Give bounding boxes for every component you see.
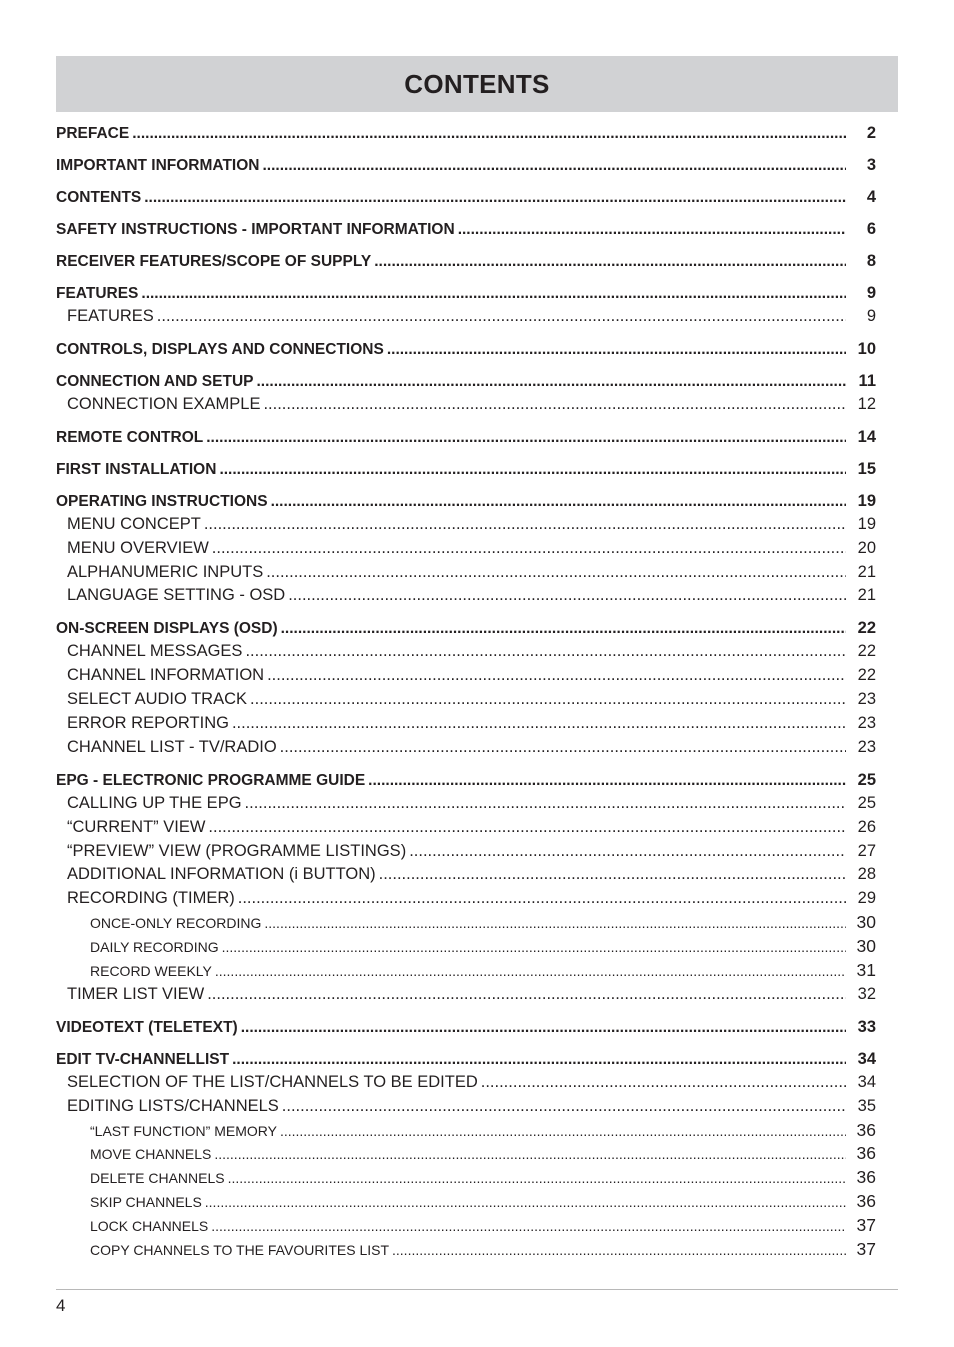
toc-entry-page: 27 — [857, 841, 876, 860]
toc-entry-title: SKIP CHANNELS — [90, 1194, 202, 1211]
toc-entry-title: CALLING UP THE EPG — [67, 793, 242, 812]
toc-leader-dots — [232, 1048, 846, 1071]
toc-entry — [56, 185, 876, 209]
toc-entry — [56, 561, 876, 585]
toc-entry — [56, 305, 876, 329]
toc-leader-dots — [219, 458, 846, 481]
toc-entry-title: DELETE CHANNELS — [90, 1170, 225, 1187]
toc-leader-dots — [206, 426, 846, 449]
toc-entry-title: EDIT TV-CHANNELLIST — [56, 1050, 230, 1068]
toc-entry-title: CONTENTS — [56, 189, 142, 206]
toc-entry-title: ADDITIONAL INFORMATION (i BUTTON) — [67, 865, 376, 884]
toc-entry-page: 37 — [856, 1239, 876, 1260]
toc-entry-page: 20 — [857, 538, 876, 557]
toc-entry — [56, 1238, 876, 1262]
toc-entry-page: 23 — [857, 714, 876, 733]
toc-entry-page: 26 — [857, 817, 876, 836]
toc-entry-page: 22 — [857, 619, 876, 638]
toc-leader-dots — [157, 305, 846, 329]
toc-entry-title: CONNECTION EXAMPLE — [67, 394, 261, 413]
toc-entry-page: 15 — [857, 459, 876, 478]
toc-entry-title: MENU OVERVIEW — [67, 538, 209, 557]
toc-leader-dots — [232, 712, 846, 736]
toc-entry — [56, 1190, 876, 1214]
toc-leader-dots — [267, 664, 846, 688]
toc-entry-page: 12 — [857, 394, 876, 413]
toc-leader-dots — [280, 1120, 846, 1143]
toc-leader-dots — [214, 1143, 846, 1166]
toc-entry-title: EPG - ELECTRONIC PROGRAMME GUIDE — [56, 771, 366, 789]
toc-entry — [56, 217, 876, 241]
toc-entry — [56, 840, 876, 864]
toc-leader-dots — [238, 887, 846, 911]
toc-leader-dots — [207, 983, 846, 1007]
toc-entry-page: 19 — [857, 514, 876, 533]
toc-leader-dots — [144, 186, 846, 209]
toc-leader-dots — [222, 936, 846, 959]
toc-entry-title: RECEIVER FEATURES/SCOPE OF SUPPLY — [56, 253, 372, 270]
toc-entry-page: 10 — [857, 339, 876, 358]
toc-leader-dots — [271, 490, 846, 513]
toc-entry — [56, 121, 876, 145]
toc-entry — [56, 688, 876, 712]
toc-entry-page: 11 — [858, 371, 876, 390]
toc-entry — [56, 816, 876, 840]
toc-entry-title: OPERATING INSTRUCTIONS — [56, 492, 268, 510]
toc-entry — [56, 959, 876, 983]
toc-entry-title: SELECT AUDIO TRACK — [67, 690, 248, 709]
toc-entry-page: 30 — [856, 912, 876, 933]
toc-leader-dots — [208, 816, 846, 840]
toc-entry — [56, 1071, 876, 1095]
toc-entry — [56, 1166, 876, 1190]
toc-leader-dots — [204, 513, 846, 537]
toc-entry — [56, 337, 876, 361]
toc-entry-title: VIDEOTEXT (TELETEXT) — [56, 1018, 238, 1036]
toc-entry-title: RECORDING (TIMER) — [67, 889, 235, 908]
toc-entry-page: 30 — [856, 936, 876, 957]
toc-entry-title: EDITING LISTS/CHANNELS — [67, 1096, 279, 1115]
toc-leader-dots — [205, 1191, 846, 1214]
toc-entry-page: 29 — [857, 889, 876, 908]
contents-header — [56, 56, 898, 112]
toc-leader-dots — [409, 840, 846, 864]
toc-leader-dots — [245, 792, 846, 816]
toc-entry-page: 36 — [856, 1191, 876, 1212]
toc-entry — [56, 1142, 876, 1166]
toc-entry-page: 19 — [857, 491, 876, 510]
toc-leader-dots — [280, 736, 846, 760]
toc-entry-page: 25 — [857, 770, 876, 789]
toc-entry — [56, 736, 876, 760]
toc-leader-dots — [264, 912, 846, 935]
toc-entry — [56, 640, 876, 664]
page-title: CONTENTS — [404, 68, 550, 99]
toc-entry-page: 3 — [866, 156, 876, 174]
toc-entry-page: 36 — [856, 1167, 876, 1188]
toc-entry — [56, 664, 876, 688]
toc-entry — [56, 425, 876, 449]
toc-entry-title: CONTROLS, DISPLAYS AND CONNECTIONS — [56, 340, 384, 358]
toc-entry-page: 9 — [866, 284, 876, 302]
toc-leader-dots — [245, 640, 846, 664]
toc-entry-title: LANGUAGE SETTING - OSD — [67, 586, 286, 605]
toc-entry-page: 37 — [856, 1215, 876, 1236]
toc-entry — [56, 537, 876, 561]
toc-leader-dots — [374, 250, 846, 273]
toc-leader-dots — [288, 584, 846, 608]
toc-entry-title: DAILY RECORDING — [90, 939, 219, 956]
toc-entry-page: 4 — [866, 188, 876, 206]
toc-leader-dots — [379, 863, 846, 887]
toc-entry-page: 31 — [856, 960, 876, 981]
toc-entry-page: 23 — [857, 690, 876, 709]
toc-entry-page: 22 — [857, 666, 876, 685]
toc-leader-dots — [281, 617, 846, 640]
toc-entry-title: CONNECTION AND SETUP — [56, 372, 254, 390]
toc-entry — [56, 1015, 876, 1039]
toc-entry-title: FEATURES — [67, 307, 154, 325]
toc-entry-title: “LAST FUNCTION” MEMORY — [90, 1122, 277, 1139]
toc-entry-title: COPY CHANNELS TO THE FAVOURITES LIST — [90, 1242, 390, 1259]
toc-entry — [56, 768, 876, 792]
toc-leader-dots — [392, 1239, 846, 1262]
toc-entry-title: CHANNEL LIST - TV/RADIO — [67, 737, 277, 756]
toc-entry-title: IMPORTANT INFORMATION — [56, 157, 260, 174]
toc-entry-title: CHANNEL MESSAGES — [67, 642, 243, 661]
toc-entry-page: 34 — [857, 1049, 876, 1068]
toc-leader-dots — [212, 537, 846, 561]
toc-entry-title: ERROR REPORTING — [67, 714, 229, 733]
toc-entry-title: “CURRENT” VIEW — [67, 817, 206, 836]
toc-entry-title: RECORD WEEKLY — [90, 963, 212, 980]
toc-leader-dots — [458, 218, 846, 241]
toc-entry — [56, 457, 876, 481]
toc-entry-title: CHANNEL INFORMATION — [67, 666, 265, 685]
toc-entry-page: 6 — [866, 220, 876, 238]
toc-leader-dots — [250, 688, 846, 712]
toc-entry-page: 36 — [856, 1119, 876, 1140]
toc-leader-dots — [481, 1071, 846, 1095]
toc-entry — [56, 887, 876, 911]
toc-entry-page: 22 — [857, 642, 876, 661]
toc-leader-dots — [266, 561, 846, 585]
toc-leader-dots — [211, 1215, 846, 1238]
toc-entry — [56, 513, 876, 537]
toc-entry-title: “PREVIEW” VIEW (PROGRAMME LISTINGS) — [67, 841, 407, 860]
toc-entry-page: 32 — [857, 984, 876, 1003]
toc-entry-page: 14 — [857, 427, 876, 446]
toc-entry-page: 23 — [857, 737, 876, 756]
toc-leader-dots — [263, 393, 846, 417]
toc-entry-page: 34 — [857, 1072, 876, 1091]
toc-entry-title: PREFACE — [56, 125, 130, 142]
toc-leader-dots — [215, 960, 846, 983]
toc-entry — [56, 616, 876, 640]
toc-entry — [56, 1047, 876, 1071]
toc-entry-title: MOVE CHANNELS — [90, 1146, 212, 1163]
toc-leader-dots — [132, 122, 846, 145]
toc-entry — [56, 935, 876, 959]
toc-entry-title: FIRST INSTALLATION — [56, 460, 217, 478]
toc-entry — [56, 863, 876, 887]
toc-entry-title: SAFETY INSTRUCTIONS - IMPORTANT INFORMATION — [56, 221, 455, 238]
toc-entry-title: SELECTION OF THE LIST/CHANNELS TO BE EDITED — [67, 1072, 478, 1091]
toc-leader-dots — [141, 282, 846, 305]
toc-entry-page: 25 — [857, 793, 876, 812]
toc-entry-page: 36 — [856, 1143, 876, 1164]
toc-entry — [56, 369, 876, 393]
toc-entry-title: MENU CONCEPT — [67, 514, 201, 533]
toc-leader-dots — [387, 338, 846, 361]
toc-entry — [56, 983, 876, 1007]
toc-entry — [56, 249, 876, 273]
toc-entry — [56, 1095, 876, 1119]
toc-entry — [56, 712, 876, 736]
toc-entry-page: 35 — [857, 1096, 876, 1115]
footer-divider — [56, 1289, 898, 1290]
toc-entry-page: 9 — [866, 307, 876, 325]
toc-leader-dots — [282, 1095, 846, 1119]
toc-entry-page: 21 — [857, 562, 876, 581]
toc-entry — [56, 792, 876, 816]
toc-entry — [56, 584, 876, 608]
toc-entry-title: ALPHANUMERIC INPUTS — [67, 562, 264, 581]
toc-entry — [56, 281, 876, 305]
toc-entry — [56, 153, 876, 177]
toc-entry-page: 28 — [857, 865, 876, 884]
toc-entry — [56, 1119, 876, 1143]
toc-leader-dots — [228, 1167, 846, 1190]
table-of-contents — [56, 121, 876, 1262]
toc-entry — [56, 1214, 876, 1238]
toc-entry-page: 8 — [866, 252, 876, 270]
toc-entry-title: ON-SCREEN DISPLAYS (OSD) — [56, 620, 278, 638]
toc-entry-page: 2 — [866, 124, 876, 142]
toc-entry-page: 33 — [857, 1017, 876, 1036]
toc-leader-dots — [368, 769, 846, 792]
toc-leader-dots — [262, 154, 846, 177]
toc-entry-page: 21 — [857, 586, 876, 605]
toc-entry-title: REMOTE CONTROL — [56, 428, 204, 446]
toc-entry — [56, 393, 876, 417]
page-number: 4 — [56, 1296, 66, 1315]
toc-entry — [56, 911, 876, 935]
toc-entry-title: LOCK CHANNELS — [90, 1218, 209, 1235]
toc-entry-title: ONCE-ONLY RECORDING — [90, 915, 262, 932]
toc-leader-dots — [257, 370, 847, 393]
toc-entry — [56, 489, 876, 513]
toc-entry-title: FEATURES — [56, 285, 139, 302]
toc-entry-title: TIMER LIST VIEW — [67, 984, 205, 1003]
toc-leader-dots — [241, 1016, 846, 1039]
